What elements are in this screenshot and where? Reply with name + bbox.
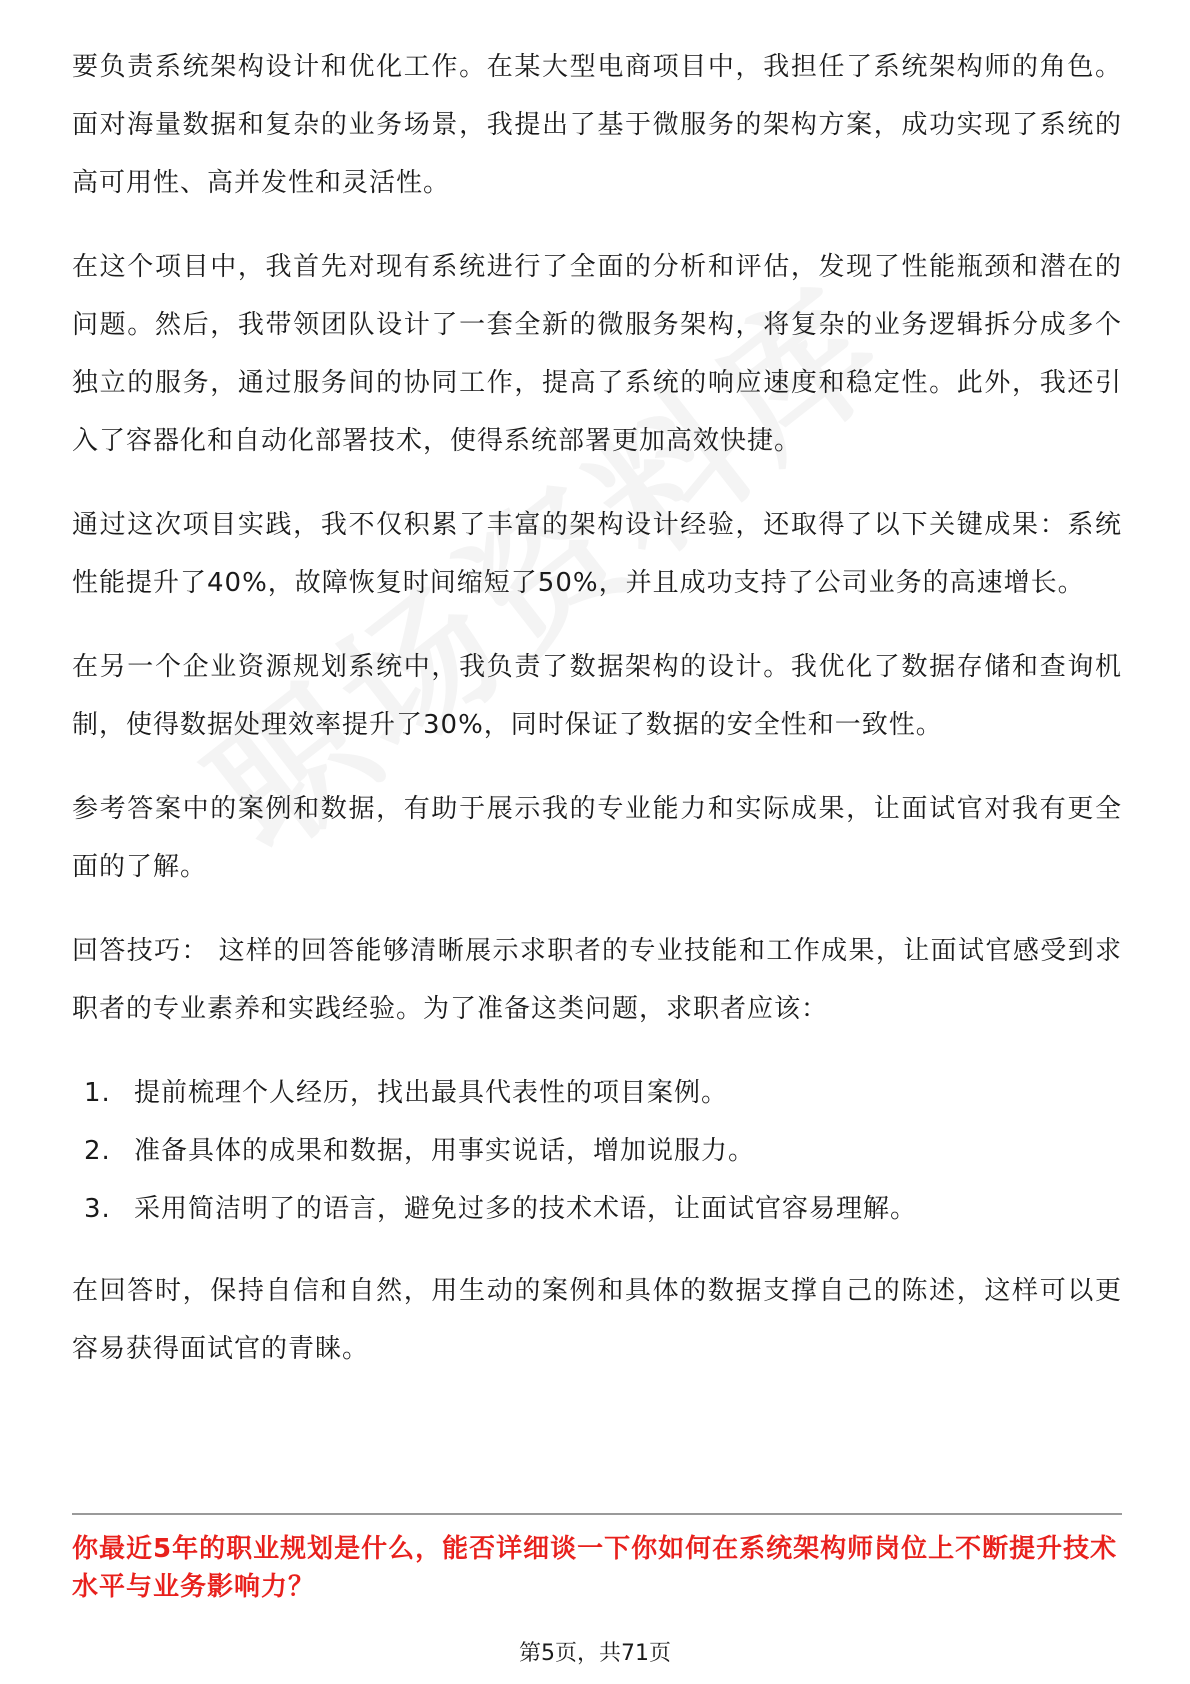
paragraph-1: 要负责系统架构设计和优化工作。在某大型电商项目中，我担任了系统架构师的角色。面对海量数据和复杂的业务场景，我提出了基于微服务的架构方案，成功实现了系统的高可用性、高并发性和灵活性。 xyxy=(72,52,1122,198)
list-item-number: 2. xyxy=(84,1136,111,1166)
tips-list xyxy=(72,1064,1122,1238)
page-number: 第5页，共71页 xyxy=(519,1641,671,1666)
list-item-text: 准备具体的成果和数据，用事实说话，增加说服力。 xyxy=(134,1136,756,1166)
closing-paragraph: 在回答时，保持自信和自然，用生动的案例和具体的数据支撑自己的陈述，这样可以更容易获得面试官的青睐。 xyxy=(72,1276,1122,1364)
list-item-number: 3. xyxy=(84,1194,111,1224)
next-question-heading: 你最近5年的职业规划是什么，能否详细谈一下你如何在系统架构师岗位上不断提升技术水平与业务影响力？ xyxy=(72,1534,1118,1602)
paragraph-4: 在另一个企业资源规划系统中，我负责了数据架构的设计。我优化了数据存储和查询机制，使得数据处理效率提升了30%，同时保证了数据的安全性和一致性。 xyxy=(72,652,1122,740)
list-item-text: 提前梳理个人经历，找出最具代表性的项目案例。 xyxy=(134,1078,729,1108)
list-item-text: 采用简洁明了的语言，避免过多的技术术语，让面试官容易理解。 xyxy=(134,1194,918,1224)
section-divider xyxy=(72,1513,1122,1515)
paragraph-5: 参考答案中的案例和数据，有助于展示我的专业能力和实际成果，让面试官对我有更全面的了解。 xyxy=(72,794,1122,882)
list-item xyxy=(72,1064,1122,1122)
list-item-number: 1. xyxy=(84,1078,111,1108)
paragraph-answer-tips: 回答技巧： 这样的回答能够清晰展示求职者的专业技能和工作成果，让面试官感受到求职者的专业素养和实践经验。为了准备这类问题，求职者应该： xyxy=(72,936,1122,1024)
document-body xyxy=(72,38,1122,1404)
list-item xyxy=(72,1180,1122,1238)
paragraph-3: 通过这次项目实践，我不仅积累了丰富的架构设计经验，还取得了以下关键成果：系统性能提升了40%，故障恢复时间缩短了50%，并且成功支持了公司业务的高速增长。 xyxy=(72,510,1122,598)
list-item xyxy=(72,1122,1122,1180)
paragraph-2: 在这个项目中，我首先对现有系统进行了全面的分析和评估，发现了性能瓶颈和潜在的问题。然后，我带领团队设计了一套全新的微服务架构，将复杂的业务逻辑拆分成多个独立的服务，通过服务间的协同工作，提高了系统的响应速度和稳定性。此外，我还引入了容器化和自动化部署技术，使得系统部署更加高效快捷。 xyxy=(72,252,1122,456)
